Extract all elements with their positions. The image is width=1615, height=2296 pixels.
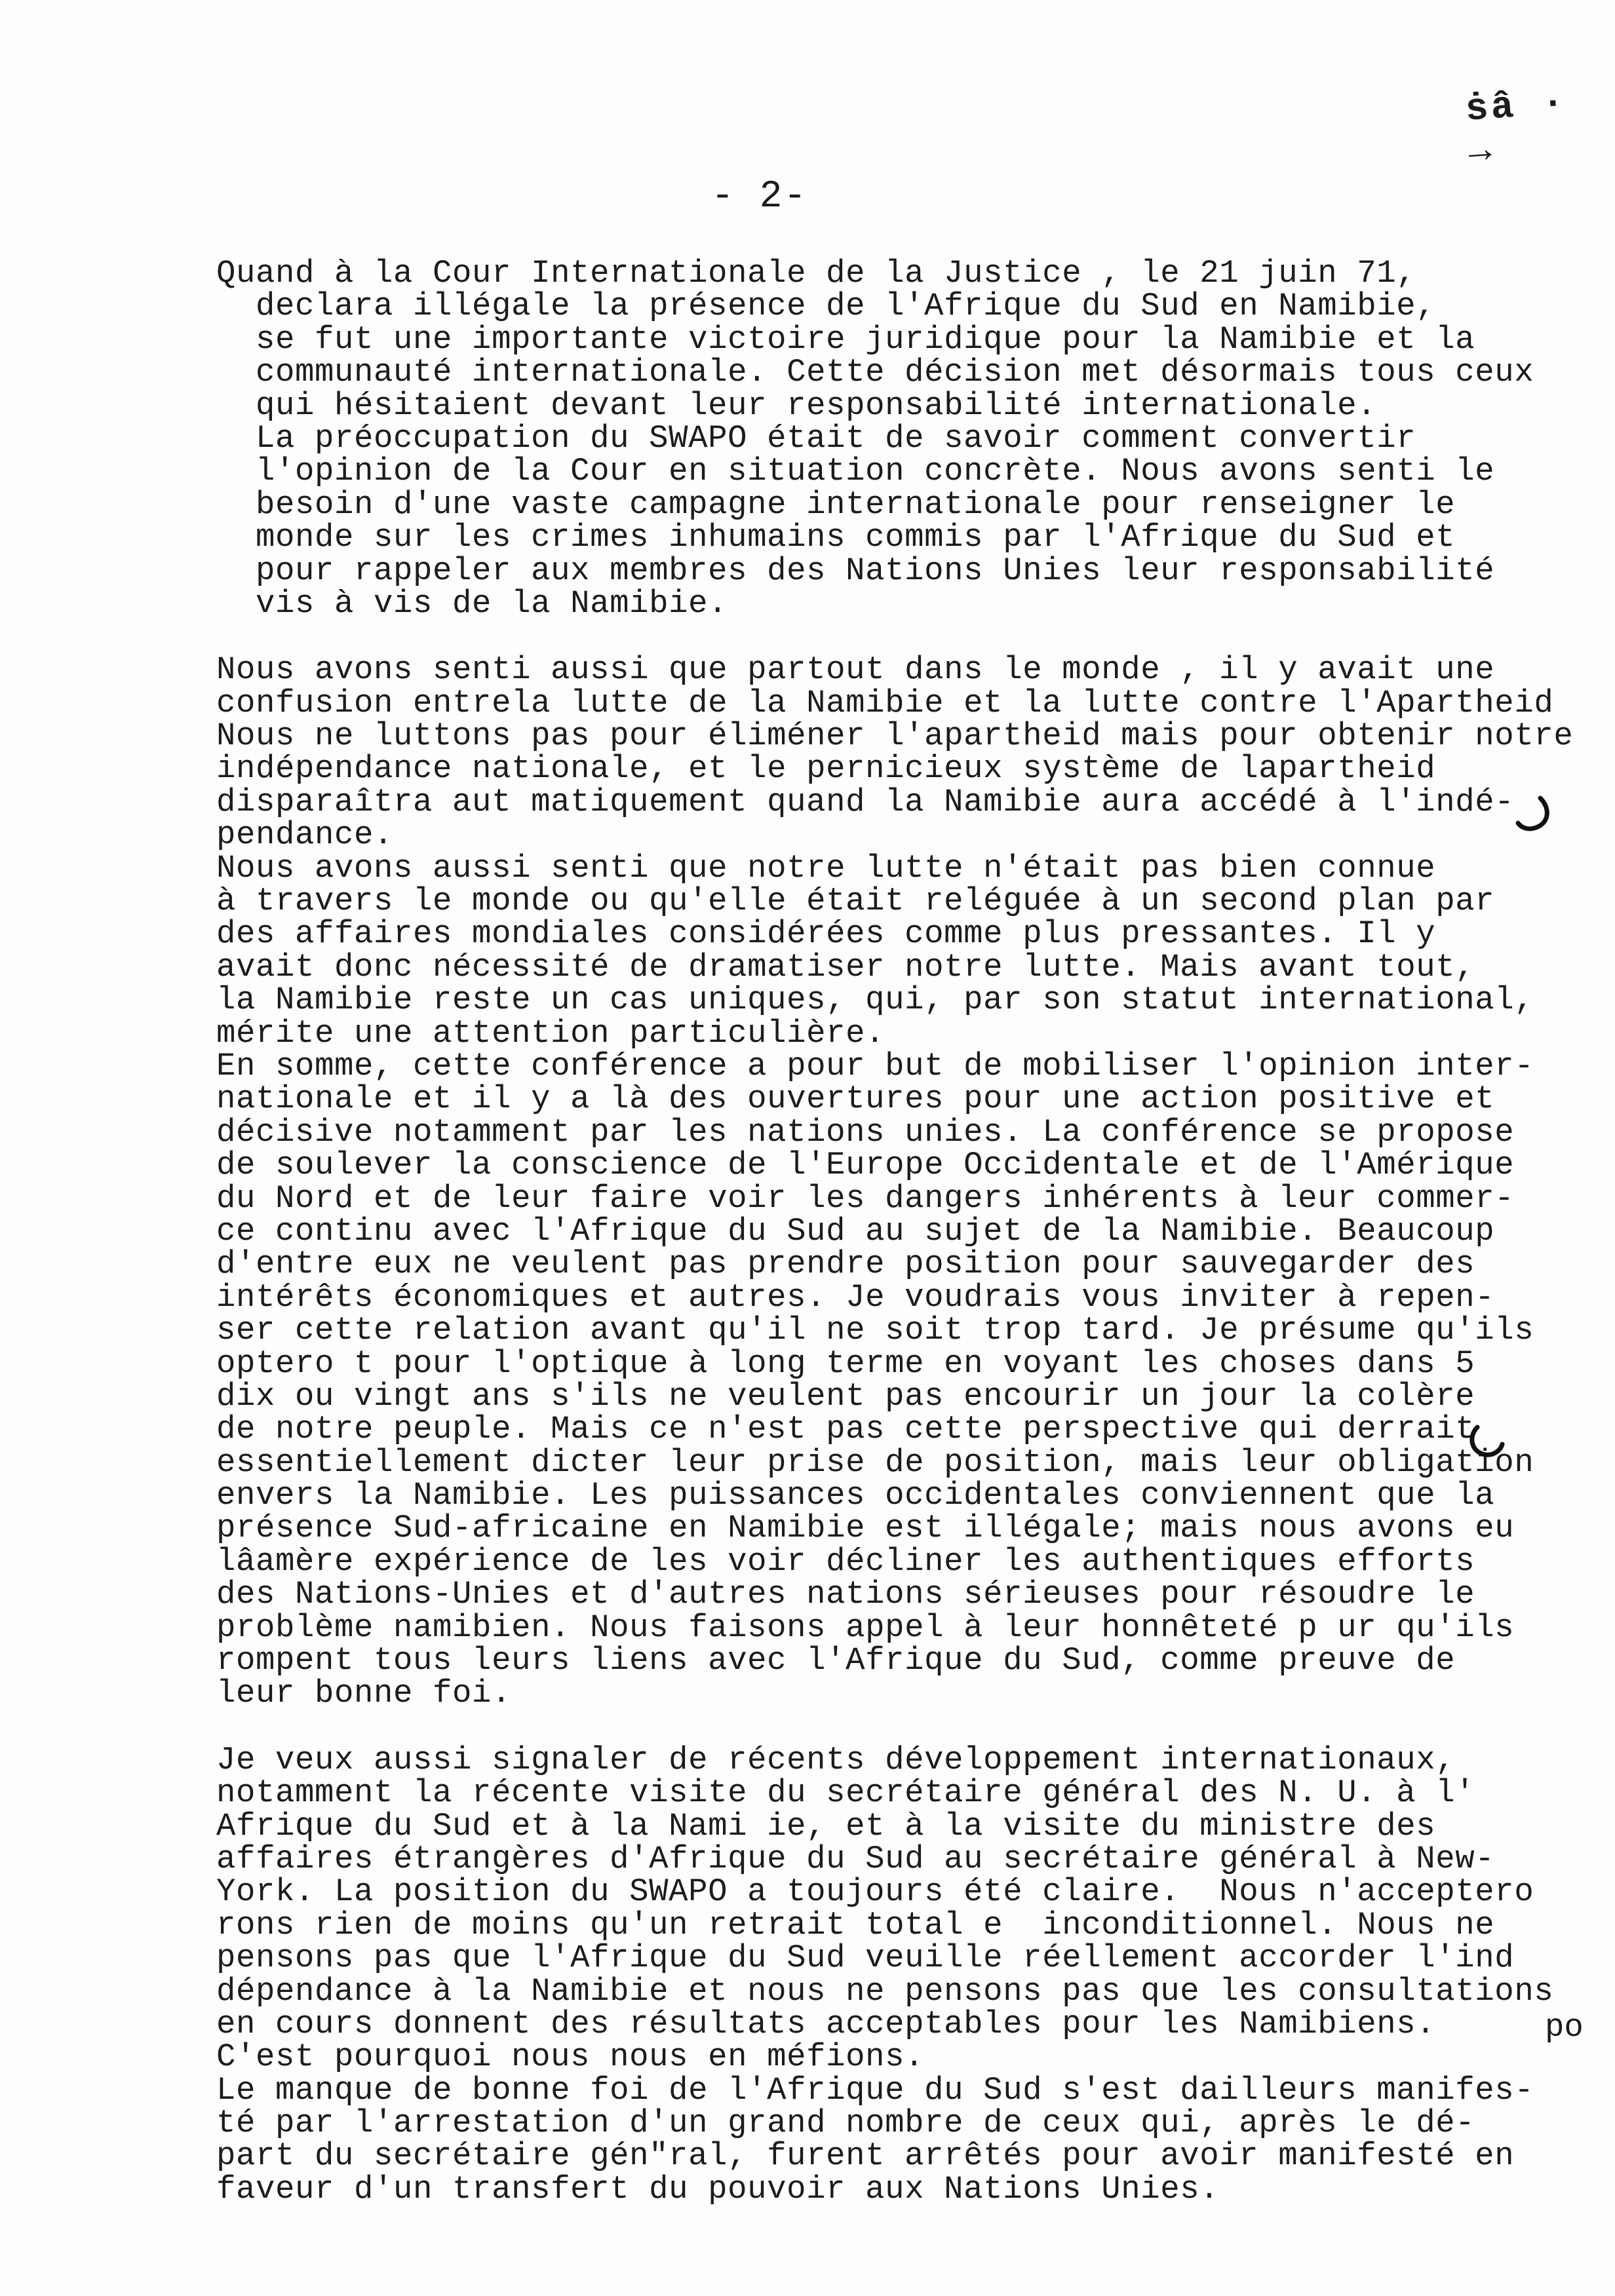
text-line: dépendance à la Namibie et nous ne pensons pas que les consultations [216, 1972, 1554, 2010]
text-line: communauté internationale. Cette décision met désormais tous ceux [216, 354, 1534, 391]
text-line: essentiellement dicter leur prise de position, mais leur obligation [216, 1444, 1534, 1481]
text-line: qui hésitaient devant leur responsabilité internationale. [216, 387, 1377, 424]
text-line: avait donc nécessité de dramatiser notre lutte. Mais avant tout, [216, 948, 1475, 985]
text-line: décisive notamment par les nations unies. La conférence se propose [216, 1113, 1515, 1151]
text-line: rompent tous leurs liens avec l'Afrique du Sud, comme preuve de [216, 1642, 1456, 1679]
paragraph-1 [216, 257, 1560, 620]
text-line: monde sur les crimes inhumains commis par l'Afrique du Sud et [216, 519, 1456, 556]
handwritten-corner-mark: ṡâ · → [1464, 82, 1569, 174]
text-line: confusion entrela lutte de la Namibie et la lutte contre l'Apartheid [216, 684, 1554, 721]
paragraph-2 [216, 651, 1574, 1712]
text-line: intérêts économiques et autres. Je voudrais vous inviter à repen- [216, 1278, 1495, 1316]
text-line: besoin d'une vaste campagne internationale pour renseigner le [216, 486, 1456, 523]
text-line: faveur d'un transfert du pouvoir aux Nations Unies. [216, 2170, 1220, 2208]
handwritten-bracket-mark [1467, 1422, 1505, 1460]
page-number: - 2- [711, 176, 808, 218]
text-line: la Namibie reste un cas uniques, qui, par son statut international, [216, 982, 1534, 1019]
text-line: lâamère expérience de les voir décliner les authentiques efforts [216, 1542, 1475, 1580]
text-line: affaires étrangères d'Afrique du Sud au secrétaire général à New- [216, 1840, 1495, 1877]
text-line: ser cette relation avant qu'il ne soit trop tard. Je présume qu'ils [216, 1312, 1534, 1349]
text-line: des affaires mondiales considérées comme plus pressantes. Il y [216, 915, 1436, 953]
text-line: de soulever la conscience de l'Europe Occidentale et de l'Amérique [216, 1147, 1515, 1184]
text-line: Nous ne luttons pas pour éliméner l'apartheid mais pour obtenir notre [216, 718, 1574, 755]
text-line: présence Sud-africaine en Namibie est illégale; mais nous avons eu [216, 1510, 1515, 1547]
text-line: té par l'arrestation d'un grand nombre de ceux qui, après le dé- [216, 2105, 1475, 2142]
text-line: vis à vis de la Namibie. [216, 584, 728, 622]
text-line: leur bonne foi. [216, 1675, 512, 1712]
text-line: C'est pourquoi nous nous en méfions. [216, 2038, 925, 2076]
text-line: Le manque de bonne foi de l'Afrique du Sud s'est dailleurs manifes- [216, 2071, 1534, 2109]
text-line: dix ou vingt ans s'ils ne veulent pas encourir un jour la colère [216, 1377, 1475, 1415]
text-line: nationale et il y a là des ouvertures pour une action positive et [216, 1081, 1495, 1118]
text-line: pendance. [216, 816, 394, 854]
text-line: Nous avons senti aussi que partout dans le monde , il y avait une [216, 651, 1495, 689]
text-line: des Nations-Unies et d'autres nations sérieuses pour résoudre le [216, 1576, 1475, 1613]
text-line: declara illégale la présence de l'Afrique du Sud en Namibie, [216, 288, 1436, 325]
text-line: de notre peuple. Mais ce n'est pas cette perspective qui derrait [216, 1411, 1475, 1448]
text-line: Nous avons aussi senti que notre lutte n'était pas bien connue [216, 849, 1436, 887]
text-line: se fut une importante victoire juridique pour la Namibie et la [216, 320, 1475, 358]
text-line: York. La position du SWAPO a toujours été claire. Nous n'acceptero [216, 1873, 1534, 1911]
body-text [216, 255, 1574, 2208]
margin-note: po [1545, 2009, 1584, 2046]
text-line: La préoccupation du SWAPO était de savoir comment convertir [216, 419, 1416, 457]
text-line: optero t pour l'optique à long terme en voyant les choses dans 5 [216, 1345, 1475, 1382]
text-line: du Nord et de leur faire voir les dangers inhérents à leur commer- [216, 1179, 1515, 1217]
handwritten-bracket-mark [1514, 794, 1552, 832]
text-line: rons rien de moins qu'un retrait total e inconditionnel. Nous ne [216, 1906, 1495, 1943]
text-line: part du secrétaire gén"ral, furent arrêtés pour avoir manifesté en [216, 2137, 1515, 2175]
text-line: pour rappeler aux membres des Nations Unies leur responsabilité [216, 552, 1495, 589]
text-line: l'opinion de la Cour en situation concrète. Nous avons senti le [216, 453, 1495, 490]
text-line: à travers le monde ou qu'elle était reléguée à un second plan par [216, 883, 1495, 920]
text-line: pensons pas que l'Afrique du Sud veuille réellement accorder l'ind [216, 1940, 1515, 1977]
text-line: indépendance nationale, et le pernicieux système de lapartheid [216, 750, 1436, 788]
text-line: envers la Namibie. Les puissances occidentales conviennent que la [216, 1477, 1495, 1514]
text-line: Afrique du Sud et à la Nami ie, et à la visite du ministre des [216, 1807, 1436, 1845]
text-line: ce continu avec l'Afrique du Sud au sujet de la Namibie. Beaucoup [216, 1212, 1495, 1250]
text-line: Quand à la Cour Internationale de la Justice , le 21 juin 71, [216, 255, 1416, 292]
paragraph-3 [216, 1741, 1560, 2208]
text-line: notamment la récente visite du secrétaire général des N. U. à l' [216, 1774, 1475, 1812]
text-line: en cours donnent des résultats acceptables pour les Namibiens. [216, 2005, 1436, 2042]
text-line: En somme, cette conférence a pour but de mobiliser l'opinion inter- [216, 1047, 1534, 1084]
text-line: Je veux aussi signaler de récents développement internationaux, [216, 1741, 1456, 1778]
text-line: d'entre eux ne veulent pas prendre position pour sauvegarder des [216, 1246, 1475, 1283]
text-line: problème namibien. Nous faisons appel à leur honnêteté p ur qu'ils [216, 1609, 1515, 1646]
text-line: disparaîtra aut matiquement quand la Namibie aura accédé à l'indé- [216, 783, 1515, 820]
text-line: mérite une attention particulière. [216, 1014, 885, 1052]
